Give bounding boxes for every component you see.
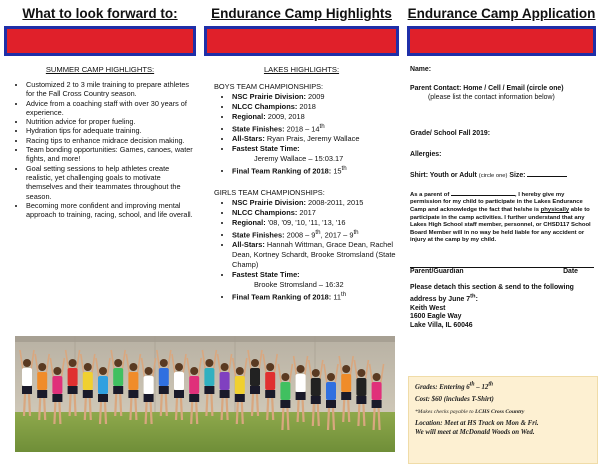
girls-fastest: • Fastest State Time:	[232, 270, 403, 280]
highlight-item: • Goal setting sessions to help athletes create realistic, yet challenging goals to motivate themselves and their teammates throughout the season.	[26, 164, 194, 201]
cost-info: Cost: $60 (includes T-Shirt)	[415, 396, 494, 404]
date-label: Date	[563, 267, 578, 275]
application-form	[403, 66, 600, 331]
boys-section	[200, 82, 403, 176]
camp-highlights-column	[200, 0, 403, 302]
boys-allstars: • All-Stars: Ryan Prais, Jeremy Wallace	[232, 134, 403, 144]
name-field[interactable]: Name:	[410, 66, 432, 73]
grades-info: Grades: Entering 6th – 12th	[415, 382, 494, 392]
checks-info: *Makes checks payable to LCHS Cross Country	[415, 409, 525, 416]
highlight-item: • Team bonding opportunities: Games, canoes, water fights, and more!	[26, 145, 194, 164]
girls-title: GIRLS TEAM CHAMPIONSHIPS:	[214, 188, 325, 198]
boys-ranking: • Final Team Ranking of 2018: 15th	[232, 164, 403, 176]
camp-info-box	[408, 376, 598, 464]
grade-field[interactable]: Grade/ School Fall 2019:	[410, 130, 491, 138]
team-photo	[15, 336, 395, 452]
girls-nlcc: • NLCC Champions: 2017	[232, 208, 403, 218]
girls-allstars: • All-Stars: Hannah Wittman, Grace Dean, Rachel Dean, Kortney Schardt, Brooke Stromsland (State Champ)	[232, 240, 403, 270]
col3-heading: Endurance Camp Application	[407, 5, 596, 21]
boys-nsc: • NSC Prairie Division: 2009	[232, 92, 403, 102]
parent-guardian-label: Parent/Guardian	[410, 267, 464, 275]
boys-regional: • Regional: 2009, 2018	[232, 112, 403, 122]
application-column	[403, 0, 600, 331]
summer-camp-highlights-title: SUMMER CAMP HIGHLIGHTS:	[45, 65, 155, 74]
boys-nlcc: • NLCC Champions: 2018	[232, 102, 403, 112]
parent-contact-note: (please list the contact information below)	[428, 93, 555, 101]
team-photo-image	[15, 336, 395, 452]
col1-heading: What to look forward to:	[22, 5, 178, 21]
parent-contact-field[interactable]: Parent Contact: Home / Cell / Email (circle one)	[410, 84, 564, 92]
allergies-field[interactable]: Allergies:	[410, 151, 442, 159]
address: Keith West 1600 Eagle Way Lake Villa, IL 60046	[410, 304, 473, 330]
col2-heading: Endurance Camp Highlights	[211, 5, 392, 21]
girls-ranking: • Final Team Ranking of 2018: 11th	[232, 290, 403, 302]
girls-nsc: • NSC Prairie Division: 2008-2011, 2015	[232, 198, 403, 208]
highlight-item: • Nutrition advice for proper fueling.	[26, 117, 194, 126]
col3-banner	[407, 26, 596, 56]
girls-state: • State Finishes: 2008 – 9th, 2017 – 9th	[232, 228, 403, 240]
boys-fastest: • Fastest State Time:	[232, 144, 403, 154]
highlight-item: • Becoming more confident and improving mental approach to training, racing, school, and life overall.	[26, 201, 194, 220]
highlight-item: • Customized 2 to 3 mile training to prepare athletes for the Fall Cross Country season.	[26, 80, 194, 99]
girls-fastest-value: Brooke Stromsland – 16:32	[254, 279, 344, 289]
highlight-item: • Hydration tips for adequate training.	[26, 126, 194, 135]
location-info: Location: Meet at HS Track on Mon & Fri. We will meet at McDonald Woods on Wed.	[415, 420, 539, 436]
col2-banner	[204, 26, 399, 56]
signature-line[interactable]	[410, 267, 594, 277]
col1-banner	[4, 26, 196, 56]
detach-instructions: Please detach this section & send to the following address by June 7th:	[410, 283, 574, 303]
lakes-highlights-title: LAKES HIGHLIGHTS:	[263, 65, 340, 74]
boys-title: BOYS TEAM CHAMPIONSHIPS:	[214, 82, 324, 91]
highlights-list	[0, 80, 200, 219]
camp-overview-column	[0, 0, 200, 219]
waiver-text: As a parent of , I hereby give my permission for my child to participate in the Lakes Endurance Camp and acknowledge the fact that he/she is physically able to participate in the camp activities. I further understand that any Lakes High School staff member, personnel, or CHSD117 School Board Member will in no way be held liable for any accident or injury at the camp by my child.	[410, 191, 591, 244]
boys-fastest-value: Jeremy Wallace – 15:03.17	[254, 153, 344, 163]
shirt-field[interactable]: Shirt: Youth or Adult (circle one) Size:	[410, 172, 594, 181]
highlight-item: • Advice from a coaching staff with over 30 years of experience.	[26, 99, 194, 118]
girls-regional: • Regional: '08, '09, '10, '11, '13, '16	[232, 218, 403, 228]
girls-section	[200, 188, 403, 302]
boys-state: • State Finishes: 2018 – 14th	[232, 122, 403, 134]
highlight-item: • Racing tips to enhance midrace decision making.	[26, 136, 194, 145]
